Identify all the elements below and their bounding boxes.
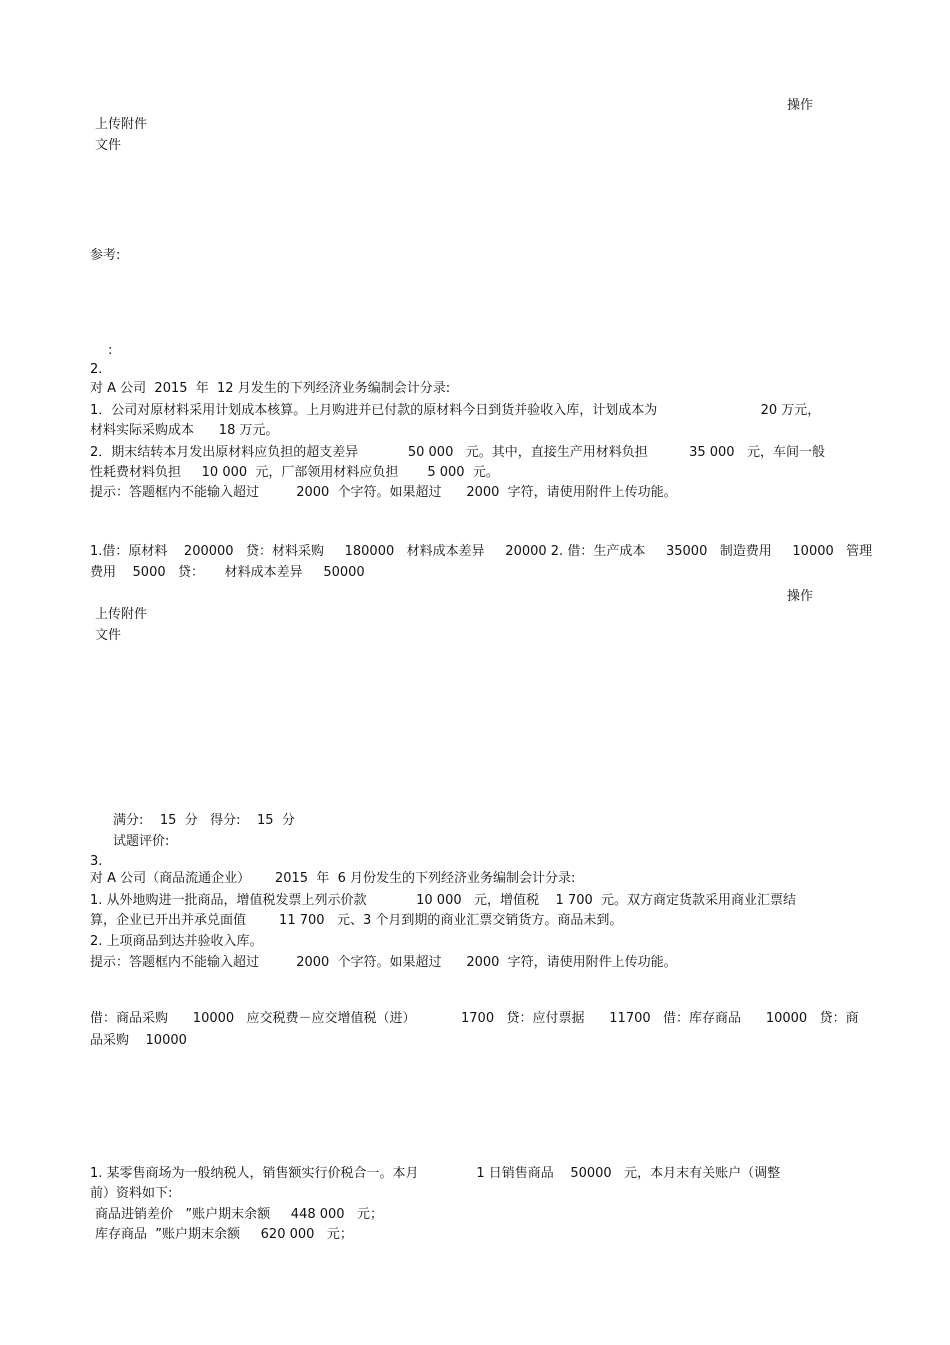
- upload-attachment-link-1[interactable]: 上传附件: [95, 117, 148, 132]
- file-label-2: 文件: [95, 628, 122, 643]
- question-4-line-2: 前）资料如下:: [90, 1186, 173, 1201]
- question-2-answer-line-2: 费用 5000 贷： 材料成本差异 50000: [90, 565, 365, 580]
- upload-attachment-link-2[interactable]: 上传附件: [95, 607, 148, 622]
- score-line: 满分: 15 分 得分: 15 分: [113, 813, 295, 828]
- question-3-item-1-line-2: 算，企业已开出并承兑面值 11 700 元、3 个月到期的商业汇票交销货方。商品未到。: [90, 913, 623, 928]
- question-3-answer-line-1: 借：商品采购 10000 应交税费－应交增值税（进） 1700 贷：应付票据 11700 借：库存商品 10000 贷：商: [90, 1011, 859, 1026]
- question-2-title: 对 A 公司 2015 年 12 月发生的下列经济业务编制会计分录:: [90, 381, 451, 396]
- question-4-line-4: 库存商品 ”账户期末余额 620 000 元；: [95, 1227, 353, 1242]
- question-3-item-2: 2. 上项商品到达并验收入库。: [90, 934, 263, 949]
- question-2-item-1-line-1: 1．公司对原材料采用计划成本核算。上月购进并已付款的原材料今日到货并验收入库，计划成本为 20 万元，: [90, 403, 821, 418]
- question-3-hint: 提示：答题框内不能输入超过 2000 个字符。如果超过 2000 字符，请使用附件上传功能。: [90, 955, 677, 970]
- question-2-item-2-line-1: 2．期末结转本月发出原材料应负担的超支差异 50 000 元。其中，直接生产用材料负担 35 000 元，车间一般: [90, 445, 825, 460]
- evaluation-label: 试题评价:: [113, 834, 170, 849]
- question-2-number: 2.: [90, 362, 103, 377]
- question-2-hint: 提示：答题框内不能输入超过 2000 个字符。如果超过 2000 字符，请使用附件上传功能。: [90, 485, 677, 500]
- question-2-answer-line-1: 1.借：原材料 200000 贷：材料采购 180000 材料成本差异 20000 2. 借：生产成本 35000 制造费用 10000 管理: [90, 544, 873, 559]
- colon-mark: :: [108, 343, 113, 358]
- question-4-line-3: 商品进销差价 ”账户期末余额 448 000 元；: [95, 1207, 383, 1222]
- question-3-number: 3.: [90, 854, 103, 869]
- operation-label-1: 操作: [787, 98, 814, 113]
- question-4-line-1: 1. 某零售商场为一般纳税人，销售额实行价税合一。本月 1 日销售商品 50000 元，本月末有关账户（调整: [90, 1166, 781, 1181]
- question-2-item-1-line-2: 材料实际采购成本 18 万元。: [90, 423, 279, 438]
- question-3-item-1-line-1: 1. 从外地购进一批商品，增值税发票上列示价款 10 000 元，增值税 1 700 元。双方商定货款采用商业汇票结: [90, 893, 797, 908]
- operation-label-2: 操作: [787, 589, 814, 604]
- question-3-title: 对 A 公司（商品流通企业） 2015 年 6 月份发生的下列经济业务编制会计分录:: [90, 871, 576, 886]
- reference-label: 参考:: [90, 248, 121, 263]
- file-label-1: 文件: [95, 138, 122, 153]
- question-3-answer-line-2: 品采购 10000: [90, 1033, 187, 1048]
- question-2-item-2-line-2: 性耗费材料负担 10 000 元，厂部领用材料应负担 5 000 元。: [90, 465, 499, 480]
